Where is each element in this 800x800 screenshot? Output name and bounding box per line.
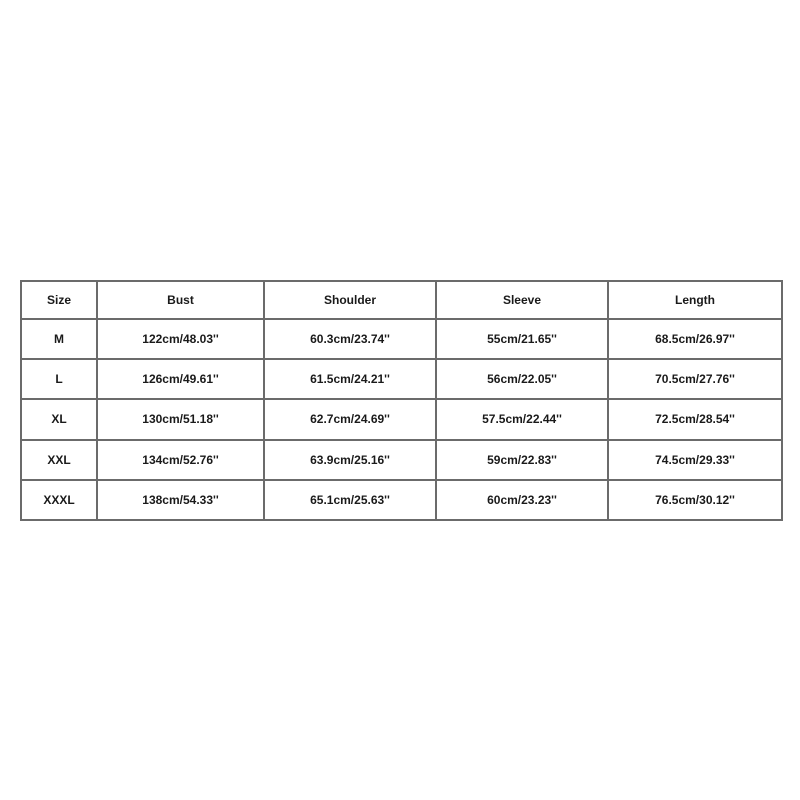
column-header-shoulder: Shoulder <box>264 281 436 319</box>
shoulder-cell: 61.5cm/24.21'' <box>264 359 436 399</box>
size-chart-table <box>20 280 783 521</box>
length-cell: 70.5cm/27.76'' <box>608 359 782 399</box>
size-cell: XL <box>21 399 97 439</box>
bust-cell: 126cm/49.61'' <box>97 359 264 399</box>
sleeve-cell: 55cm/21.65'' <box>436 319 608 359</box>
bust-cell: 122cm/48.03'' <box>97 319 264 359</box>
sleeve-cell: 57.5cm/22.44'' <box>436 399 608 439</box>
shoulder-cell: 65.1cm/25.63'' <box>264 480 436 520</box>
table-row <box>21 480 782 520</box>
length-cell: 76.5cm/30.12'' <box>608 480 782 520</box>
column-header-bust: Bust <box>97 281 264 319</box>
shoulder-cell: 63.9cm/25.16'' <box>264 440 436 480</box>
column-header-size: Size <box>21 281 97 319</box>
shoulder-cell: 60.3cm/23.74'' <box>264 319 436 359</box>
shoulder-cell: 62.7cm/24.69'' <box>264 399 436 439</box>
table-header-row <box>21 281 782 319</box>
bust-cell: 134cm/52.76'' <box>97 440 264 480</box>
bust-cell: 138cm/54.33'' <box>97 480 264 520</box>
size-cell: L <box>21 359 97 399</box>
size-cell: XXL <box>21 440 97 480</box>
length-cell: 68.5cm/26.97'' <box>608 319 782 359</box>
sleeve-cell: 60cm/23.23'' <box>436 480 608 520</box>
column-header-length: Length <box>608 281 782 319</box>
table-row <box>21 319 782 359</box>
sleeve-cell: 59cm/22.83'' <box>436 440 608 480</box>
sleeve-cell: 56cm/22.05'' <box>436 359 608 399</box>
column-header-sleeve: Sleeve <box>436 281 608 319</box>
table-row <box>21 359 782 399</box>
length-cell: 72.5cm/28.54'' <box>608 399 782 439</box>
table-row <box>21 399 782 439</box>
length-cell: 74.5cm/29.33'' <box>608 440 782 480</box>
bust-cell: 130cm/51.18'' <box>97 399 264 439</box>
size-cell: XXXL <box>21 480 97 520</box>
table-row <box>21 440 782 480</box>
size-cell: M <box>21 319 97 359</box>
